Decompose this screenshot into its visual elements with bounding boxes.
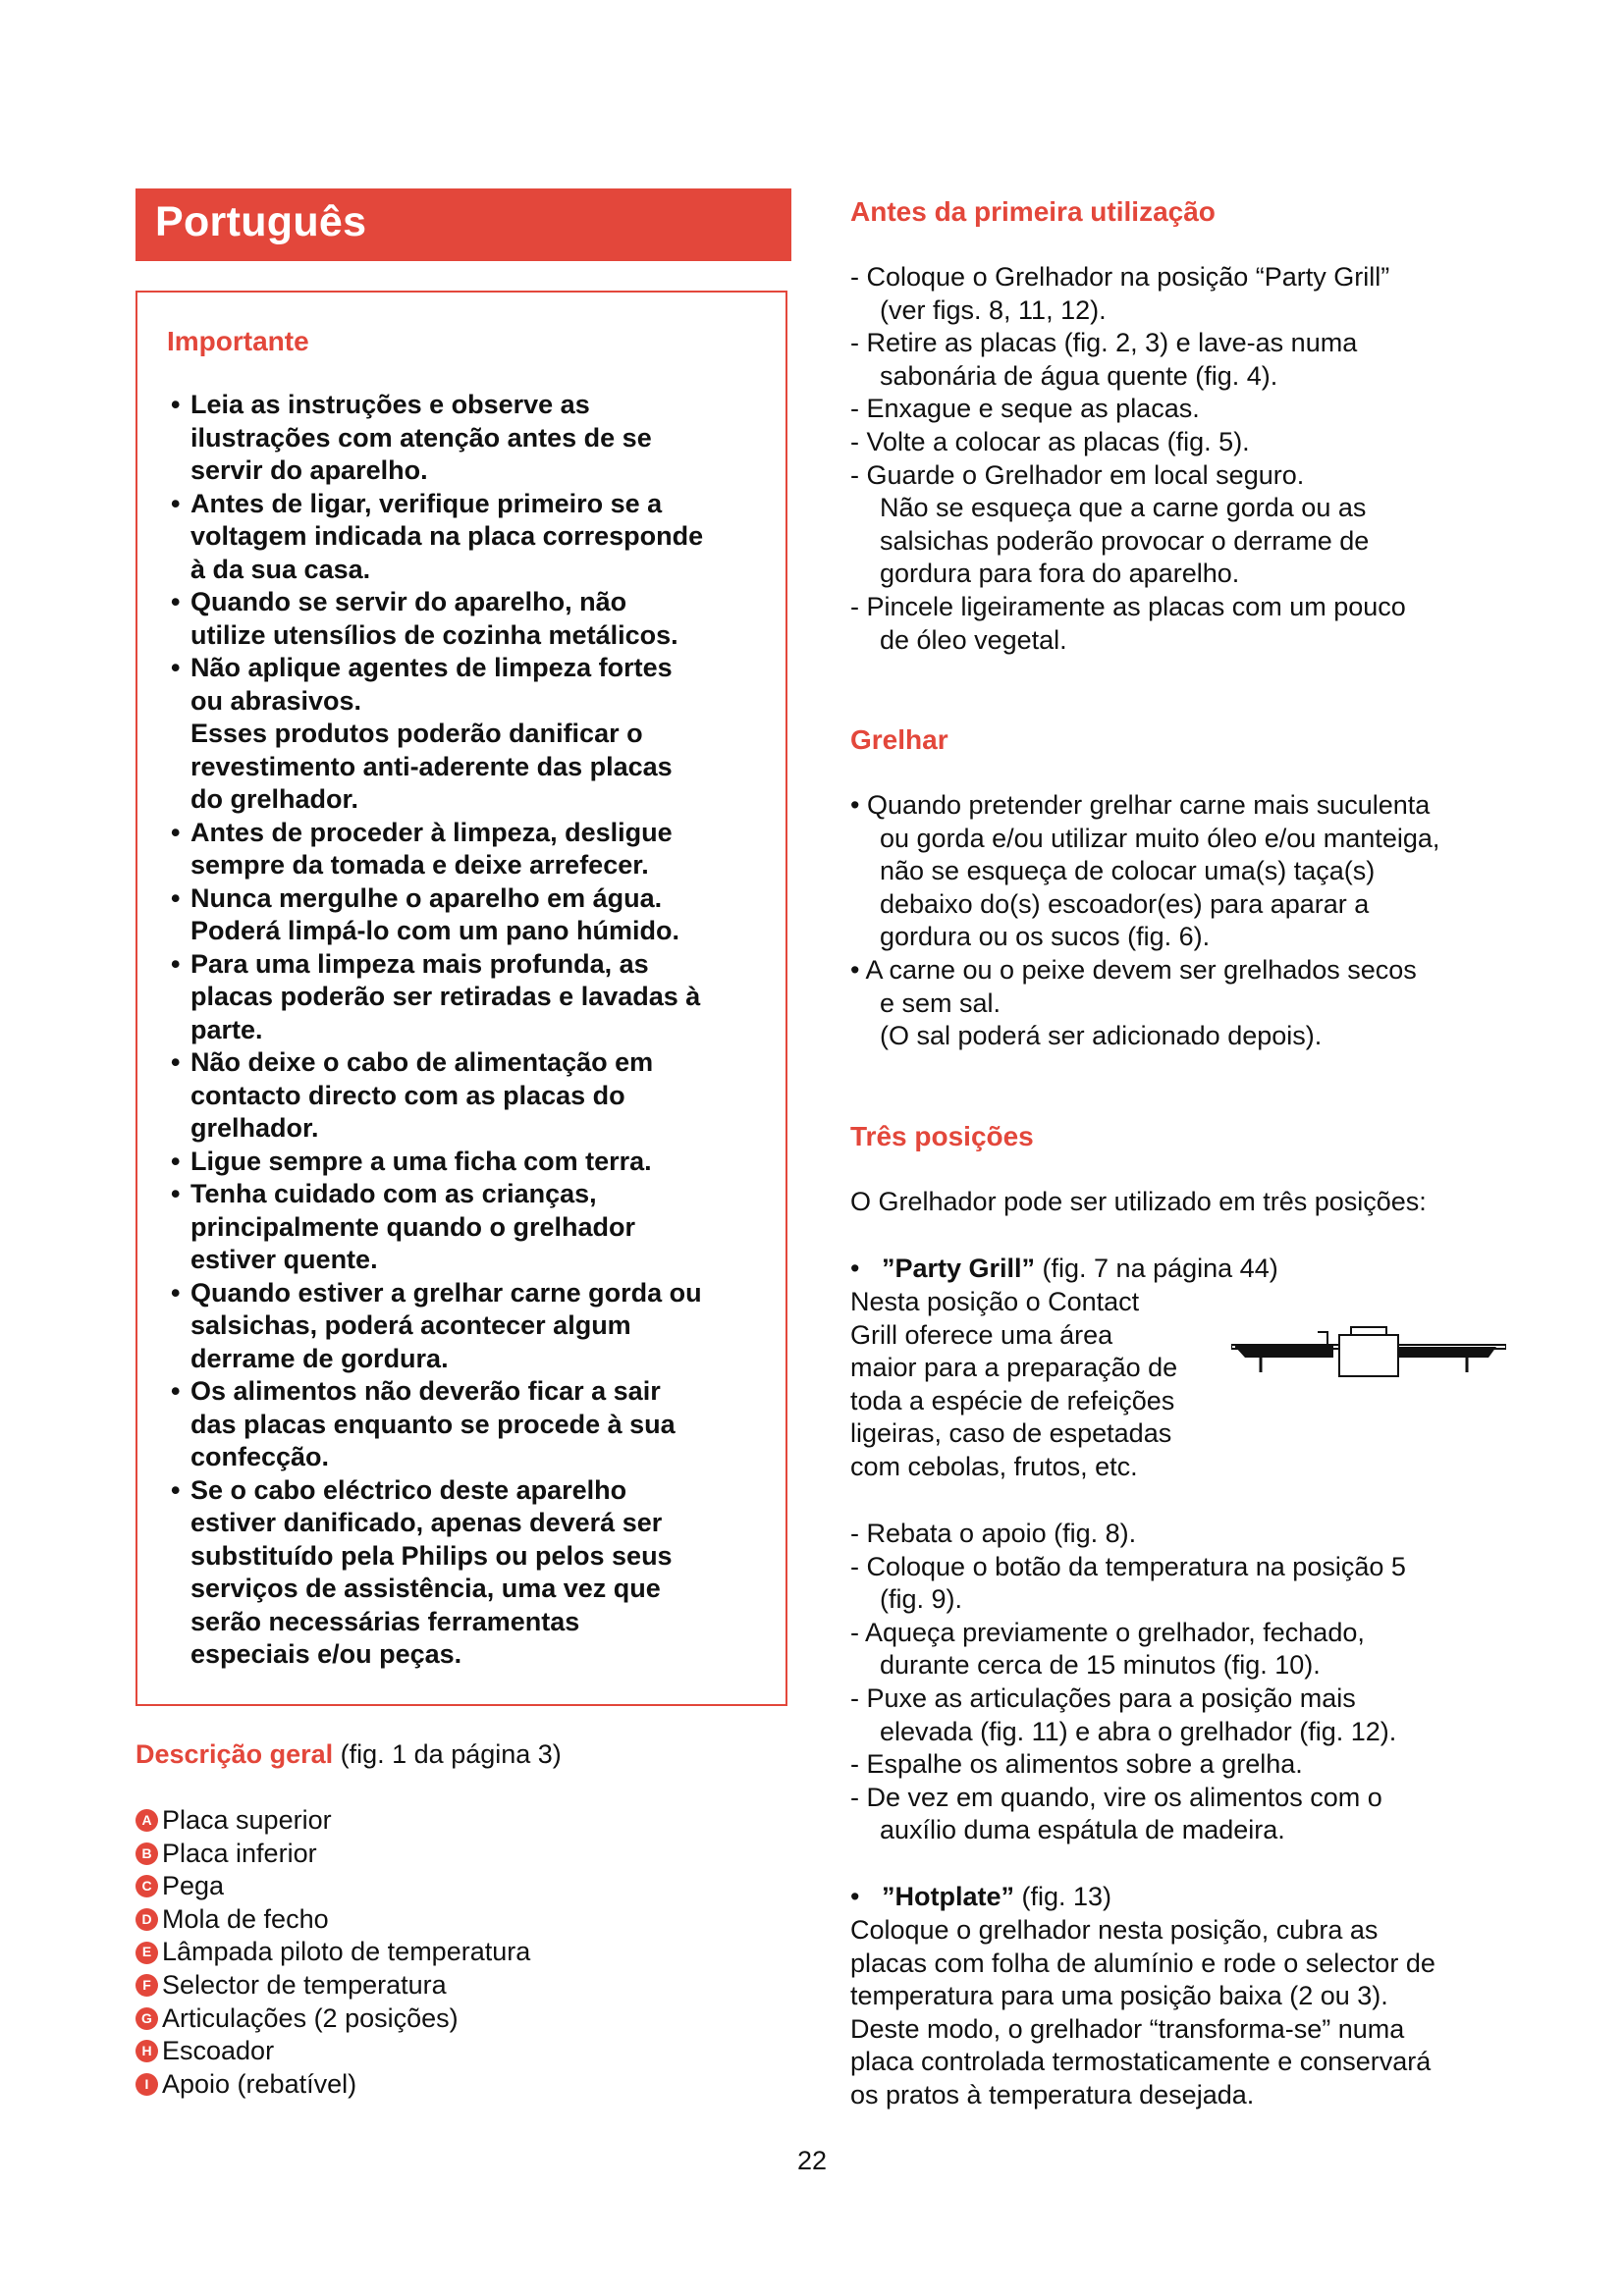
- party-grill-step-text: durante cerca de 15 minutos (fig. 10).: [880, 1650, 1321, 1681]
- before-first-use-line: [850, 459, 1518, 493]
- description-label: Selector de temperatura: [162, 1969, 447, 2000]
- hotplate-name: ”Hotplate”: [881, 1882, 1014, 1911]
- before-first-use-line: [850, 294, 1518, 328]
- important-item-line: Não aplique agentes de limpeza fortes: [190, 653, 673, 682]
- description-item: [135, 2002, 530, 2036]
- grill-line-text: e sem sal.: [880, 988, 1001, 1018]
- grill-line-text: • A carne ou o peixe devem ser grelhados secos: [850, 954, 1417, 985]
- party-grill-step-text: (fig. 9).: [880, 1584, 963, 1615]
- important-item-line: estiver quente.: [190, 1245, 378, 1274]
- important-item-line: serviços de assistência, uma vez que: [190, 1574, 661, 1603]
- important-item-line: especiais e/ou peças.: [190, 1639, 462, 1669]
- important-item-line: Se o cabo eléctrico deste aparelho: [190, 1474, 627, 1505]
- grill-line: [850, 855, 1518, 888]
- important-item: [167, 882, 776, 948]
- important-item-line: Antes de ligar, verifique primeiro se a: [190, 488, 663, 518]
- before-first-use-line-text: gordura para fora do aparelho.: [880, 559, 1240, 589]
- party-grill-step: [850, 1782, 1518, 1815]
- description-item: [135, 1969, 530, 2002]
- description-letter-badge: G: [135, 2007, 158, 2030]
- important-item: [167, 1277, 776, 1376]
- grill-line-text: (O sal poderá ser adicionado depois).: [880, 1021, 1323, 1051]
- important-item-line: Não deixe o cabo de alimentação em: [190, 1047, 654, 1077]
- party-grill-step-text: - Rebata o apoio (fig. 8).: [850, 1519, 1137, 1548]
- important-item-line: contacto directo com as placas do: [190, 1080, 625, 1110]
- important-item-line: grelhador.: [190, 1113, 319, 1143]
- hotplate-ref: (fig. 13): [1013, 1882, 1112, 1911]
- party-grill-step: [850, 1583, 1518, 1617]
- important-item-line: Poderá limpá-lo com um pano húmido.: [190, 916, 680, 945]
- grill-line: [850, 988, 1518, 1021]
- party-grill-desc-line: ligeiras, caso de espetadas: [850, 1418, 1172, 1449]
- important-item-line: serão necessárias ferramentas: [190, 1606, 580, 1636]
- description-item: [135, 1838, 530, 1871]
- hotplate-desc-line: os pratos à temperatura desejada.: [850, 2079, 1255, 2109]
- important-item-line: Esses produtos poderão danificar o: [190, 719, 643, 748]
- three-positions-intro: O Grelhador pode ser utilizado em três posições:: [850, 1187, 1427, 1216]
- description-letter-badge: D: [135, 1908, 158, 1931]
- before-first-use-line: [850, 261, 1518, 294]
- before-first-use-line-text: - Pincele ligeiramente as placas com um pouco: [850, 591, 1406, 621]
- before-first-use-line-text: - Volte a colocar as placas (fig. 5).: [850, 426, 1250, 456]
- important-box: [135, 291, 787, 1706]
- description-label: Pega: [162, 1871, 225, 1901]
- important-item-line: derrame de gordura.: [190, 1343, 449, 1373]
- before-first-use-line: [850, 591, 1518, 624]
- hotplate-desc-line: placas com folha de alumínio e rode o selector de: [850, 1948, 1435, 1978]
- page-number: 22: [796, 2146, 828, 2175]
- important-item-line: Para uma limpeza mais profunda, as: [190, 948, 649, 979]
- before-first-use-line: [850, 360, 1518, 394]
- important-item: [167, 1178, 776, 1277]
- left-column: [135, 188, 791, 2099]
- important-item-line: Tenha cuidado com as crianças,: [190, 1179, 597, 1208]
- description-label: Articulações (2 posições): [162, 2002, 459, 2033]
- before-first-use-line: [850, 426, 1518, 459]
- before-first-use-list: [850, 261, 1518, 657]
- before-first-use-line-text: (ver figs. 8, 11, 12).: [880, 294, 1107, 325]
- important-item-line: parte.: [190, 1014, 263, 1044]
- grill-title: Grelhar: [850, 724, 948, 755]
- important-item: [167, 1474, 776, 1672]
- party-grill-step: [850, 1716, 1518, 1749]
- description-label: Mola de fecho: [162, 1903, 329, 1934]
- important-item-line: das placas enquanto se procede à sua: [190, 1409, 676, 1439]
- important-item-line: do grelhador.: [190, 784, 359, 814]
- important-list: [167, 389, 776, 1672]
- important-item-line: salsichas, poderá acontecer algum: [190, 1310, 631, 1340]
- hotplate-desc-line: temperatura para uma posição baixa (2 ou 3).: [850, 1981, 1388, 2011]
- description-item: [135, 1903, 530, 1937]
- party-grill-steps: [850, 1518, 1518, 1847]
- party-grill-desc-line: maior para a preparação de: [850, 1353, 1178, 1383]
- party-grill-step: [850, 1518, 1518, 1551]
- party-grill-step-text: - Coloque o botão da temperatura na posição 5: [850, 1551, 1406, 1581]
- party-grill-desc-line: Nesta posição o Contact: [850, 1287, 1140, 1316]
- important-item-line: confecção.: [190, 1442, 330, 1471]
- hotplate-description: [850, 1914, 1518, 2112]
- before-first-use-line: [850, 525, 1518, 559]
- important-item-line: ilustrações com atenção antes de se: [190, 422, 652, 453]
- description-letter-badge: C: [135, 1875, 158, 1897]
- important-item-line: substituído pela Philips ou pelos seus: [190, 1540, 673, 1571]
- party-grill-step-text: - Espalhe os alimentos sobre a grelha.: [850, 1749, 1303, 1780]
- important-item-line: Antes de proceder à limpeza, desligue: [190, 817, 673, 847]
- important-item-line: ou abrasivos.: [190, 685, 362, 716]
- before-first-use-line: [850, 492, 1518, 525]
- important-item-line: à da sua casa.: [190, 554, 371, 584]
- important-item-line: Os alimentos não deverão ficar a sair: [190, 1376, 661, 1406]
- description-item: [135, 2068, 530, 2102]
- description-list: [135, 1804, 530, 2101]
- grill-line-text: debaixo do(s) escoador(es) para aparar a: [880, 888, 1370, 919]
- important-item-line: placas poderão ser retiradas e lavadas à: [190, 982, 701, 1011]
- party-grill-ref: (fig. 7 na página 44): [1035, 1254, 1278, 1283]
- before-first-use-line: [850, 393, 1518, 426]
- description-item: [135, 1936, 530, 1969]
- description-letter-badge: E: [135, 1942, 158, 1964]
- before-first-use-line-text: de óleo vegetal.: [880, 624, 1067, 655]
- before-first-use-title: Antes da primeira utilização: [850, 196, 1216, 227]
- before-first-use-line-text: - Guarde o Grelhador em local seguro.: [850, 459, 1305, 490]
- description-label: Placa inferior: [162, 1838, 317, 1868]
- party-grill-desc-line: Grill oferece uma área: [850, 1319, 1113, 1350]
- important-item-line: revestimento anti-aderente das placas: [190, 751, 673, 781]
- description-title: Descrição geral: [135, 1739, 334, 1769]
- grill-line: [850, 888, 1518, 922]
- description-item: [135, 2035, 530, 2068]
- description-label: Escoador: [162, 2036, 275, 2066]
- three-positions-title: Três posições: [850, 1121, 1034, 1151]
- important-item-line: estiver danificado, apenas deverá ser: [190, 1508, 663, 1537]
- description-label: Placa superior: [162, 1805, 332, 1835]
- description-heading: [135, 1739, 562, 1770]
- language-banner: [135, 188, 791, 261]
- party-grill-step: [850, 1617, 1518, 1650]
- important-item: [167, 1375, 776, 1474]
- party-grill-description: [850, 1286, 1243, 1484]
- important-item: [167, 1046, 776, 1146]
- party-grill-step: [850, 1551, 1518, 1584]
- important-item: [167, 488, 776, 587]
- party-grill-step-text: - Puxe as articulações para a posição mais: [850, 1682, 1356, 1713]
- important-item: [167, 817, 776, 882]
- party-grill-desc-line: toda a espécie de refeições: [850, 1385, 1175, 1415]
- grill-line: [850, 823, 1518, 856]
- hotplate-desc-line: placa controlada termostaticamente e conservará: [850, 2047, 1432, 2077]
- language-title: Português: [155, 198, 367, 245]
- important-item: [167, 652, 776, 817]
- hotplate-bullet: •: [850, 1882, 860, 1911]
- party-grill-step: [850, 1814, 1518, 1847]
- description-letter-badge: A: [135, 1809, 158, 1832]
- important-item: [167, 1146, 776, 1179]
- important-item-line: principalmente quando o grelhador: [190, 1211, 636, 1242]
- grill-line: [850, 921, 1518, 954]
- grill-line: [850, 1020, 1518, 1053]
- grill-line-text: gordura ou os sucos (fig. 6).: [880, 922, 1211, 952]
- before-first-use-line-text: - Retire as placas (fig. 2, 3) e lave-as numa: [850, 328, 1358, 358]
- before-first-use-line-text: - Coloque o Grelhador na posição “Party Grill”: [850, 262, 1390, 292]
- party-grill-step: [850, 1649, 1518, 1682]
- before-first-use-line: [850, 327, 1518, 360]
- before-first-use-line-text: Não se esqueça que a carne gorda ou as: [880, 493, 1367, 523]
- hotplate-desc-line: Coloque o grelhador nesta posição, cubra as: [850, 1915, 1379, 1945]
- description-label: Apoio (rebatível): [162, 2068, 357, 2099]
- party-grill-step-text: elevada (fig. 11) e abra o grelhador (fig. 12).: [880, 1716, 1397, 1746]
- party-grill-heading: [850, 1253, 1518, 1286]
- grill-line-text: não se esqueça de colocar uma(s) taça(s): [880, 856, 1376, 886]
- grill-line: [850, 954, 1518, 988]
- important-item: [167, 586, 776, 652]
- important-item: [167, 948, 776, 1047]
- description-letter-badge: B: [135, 1842, 158, 1865]
- party-grill-step-text: - De vez em quando, vire os alimentos com o: [850, 1782, 1382, 1812]
- party-grill-bullet: •: [850, 1254, 860, 1283]
- important-item-line: sempre da tomada e deixe arrefecer.: [190, 850, 649, 880]
- important-item-line: Ligue sempre a uma ficha com terra.: [190, 1146, 652, 1176]
- description-item: [135, 1804, 530, 1838]
- description-letter-badge: F: [135, 1974, 158, 1997]
- important-item-line: Quando se servir do aparelho, não: [190, 587, 627, 616]
- party-grill-name: ”Party Grill”: [881, 1254, 1036, 1283]
- description-letter-badge: H: [135, 2040, 158, 2062]
- description-ref: (fig. 1 da página 3): [333, 1739, 562, 1769]
- important-item-line: servir do aparelho.: [190, 455, 428, 485]
- important-title: Importante: [167, 326, 309, 356]
- important-item-line: Nunca mergulhe o aparelho em água.: [190, 882, 663, 913]
- important-item-line: Quando estiver a grelhar carne gorda ou: [190, 1277, 702, 1308]
- description-letter-badge: I: [135, 2073, 158, 2096]
- important-item-line: Leia as instruções e observe as: [190, 390, 590, 419]
- important-item-line: utilize utensílios de cozinha metálicos.: [190, 619, 678, 650]
- grill-line-text: ou gorda e/ou utilizar muito óleo e/ou manteiga,: [880, 823, 1440, 853]
- party-grill-step: [850, 1748, 1518, 1782]
- important-item-line: voltagem indicada na placa corresponde: [190, 521, 704, 551]
- party-grill-illustration-icon: [1231, 1325, 1506, 1394]
- before-first-use-line-text: salsichas poderão provocar o derrame de: [880, 525, 1370, 556]
- before-first-use-line-text: - Enxague e seque as placas.: [850, 394, 1200, 424]
- grill-list: [850, 789, 1518, 1053]
- description-label: Lâmpada piloto de temperatura: [162, 1937, 531, 1967]
- before-first-use-line-text: sabonária de água quente (fig. 4).: [880, 360, 1278, 391]
- party-grill-desc-line: com cebolas, frutos, etc.: [850, 1451, 1138, 1481]
- party-grill-step-text: auxílio duma espátula de madeira.: [880, 1815, 1285, 1845]
- before-first-use-line: [850, 624, 1518, 658]
- before-first-use-line: [850, 558, 1518, 591]
- grill-line-text: • Quando pretender grelhar carne mais suculenta: [850, 790, 1431, 820]
- hotplate-heading: [850, 1881, 1518, 1914]
- grill-line: [850, 789, 1518, 823]
- party-grill-step-text: - Aqueça previamente o grelhador, fechado,: [850, 1617, 1365, 1647]
- hotplate-desc-line: Deste modo, o grelhador “transforma-se” numa: [850, 2013, 1405, 2044]
- important-item: [167, 389, 776, 488]
- description-item: [135, 1870, 530, 1903]
- party-grill-step: [850, 1682, 1518, 1716]
